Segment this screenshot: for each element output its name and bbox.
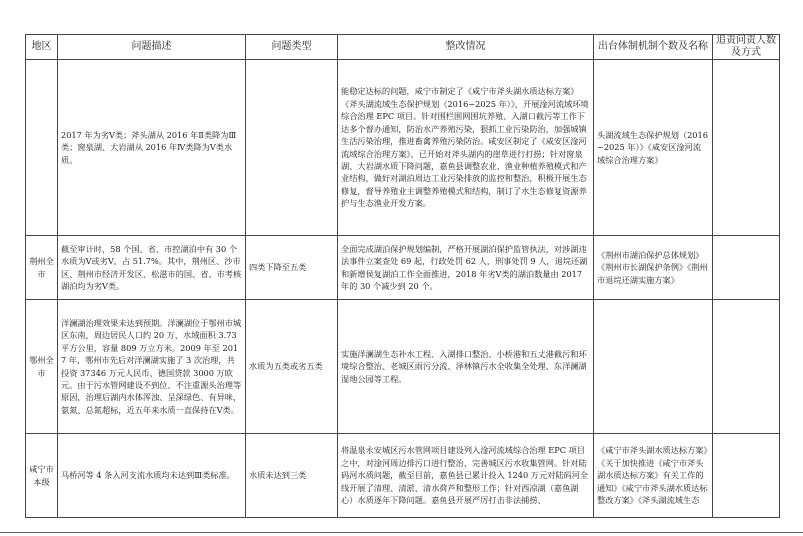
header-mechanisms: 出台体制机制个数及名称 (594, 35, 713, 60)
cell-description: 洋澜湖治理效果未达到预期。洋澜湖位于鄂州市城区东南，周边居民人口约 20 万，水域面积 3.73 平方公里，容量 809 万立方米。2009 年至 2017 年，鄂州市先后对洋澜湖实施了 3 次治理，共投资 37346 万元人民币、德国贷款 3000 万欧元。由于污水管网建设不到位、不注重源头治理等原因，治理后湖内水体浑浊、呈深绿色、有异味，氨氮、总氮超标，近五年来水质一直保持在Ⅴ类。 (58, 300, 246, 434)
cell-type (246, 60, 338, 236)
cell-description: 马桥河等 4 条入河支流水质均未达到Ⅲ类标准。 (58, 434, 246, 518)
table-row (26, 60, 780, 236)
cell-description: 2017 年为劣Ⅴ类；斧头湖从 2016 年Ⅱ类降为Ⅲ类；窗泉湖、大岩湖从 2016 年Ⅳ类降为Ⅴ类水质。 (58, 60, 246, 236)
header-description: 问题描述 (58, 35, 246, 60)
cell-accountability (713, 300, 780, 434)
cell-mechanisms: 《荆州市湖泊保护总体规划》《荆州市长湖保护条例》《荆州市退垸还湖实施方案》 (594, 236, 713, 300)
cell-mechanisms (594, 300, 713, 434)
table-row (26, 434, 780, 518)
cell-type: 水质为五类或劣五类 (246, 300, 338, 434)
cell-rectification: 全面完成湖泊保护规划编制，严格开展湖泊保护监管执法，对涉湖违法事件立案查处 69 起，行政处罚 62 人，刑事处罚 9 人，退垸还湖和新增侯复湖泊工作全面推进，2018 年劣Ⅴ类的湖泊数量由 2017 年的 30 个减少到 20 个。 (338, 236, 594, 300)
cell-rectification: 能稳定达标的问题，咸宁市制定了《咸宁市斧头湖水质达标方案》《斧头湖流域生态保护规划（2016−2025 年）》，开展淦河流域环境综合治理 EPC 项目。针对围栏围网围坑养殖、入湖口截污等工作下达多个督办通知，防治水产养殖污染，狠抓工业污染防治，加强城镇生活污染治理，推进畜禽养殖污染防治。咸安区制定了《咸安区淦河流域综合治理方案》，已开始对斧头湖内的崖草进行打捞；针对窗泉湖、大岩湖水质下降问题，嘉鱼县调整农业、渔业种植养殖模式和产业结构，做好对湖泊周边工业污染排放的监控和整治，积极开展生态修复，督导养殖业主调整养殖模式和结构，制订了水生态修复资源养护与生态渔业开发方案。 (338, 60, 594, 236)
rectification-table (25, 34, 780, 518)
cell-region: 荆州全市 (26, 236, 58, 300)
cell-type: 四类下降至五类 (246, 236, 338, 300)
cell-accountability (713, 236, 780, 300)
header-region: 地区 (26, 35, 58, 60)
cell-region (26, 60, 58, 236)
cell-mechanisms: 《咸宁市斧头湖水质达标方案》《关于加快推进《咸宁市斧头湖水质达标方案》有关工作的通知》《咸宁市斧头湖水质达标整改方案》《斧头湖流域生态 (594, 434, 713, 518)
cell-mechanisms: 头湖流域生态保护规划（2016−2025 年）》《咸安区淦河流域综合治理方案》 (594, 60, 713, 236)
cell-region: 鄂州全市 (26, 300, 58, 434)
header-accountability: 追责问责人数及方式 (713, 35, 780, 60)
cell-description: 截至审计时，58 个国、省、市控湖泊中有 30 个水质为Ⅴ或劣Ⅴ，占 51.7%。其中，荆州区、沙市区、荆州市经济开发区、松滋市的国、省、市考核湖泊均为劣Ⅴ类。 (58, 236, 246, 300)
cell-region: 咸宁市本级 (26, 434, 58, 518)
table-header-row (26, 35, 780, 60)
table-row (26, 300, 780, 434)
cell-rectification: 将温泉永安城区污水管网项目建设列入淦河流域综合治理 EPC 项目之中，对淦河周边排污口进行整治，完善城区污水收集管网。针对陆码河水质问题，截至目前，嘉鱼县已累计投入 1240 万元对陆码河全线开展了清理、清淤、清水荷芦和整形工作；针对西凉湖（嘉鱼湖心）水质逐年下降问题。嘉鱼县开展严厉打击非法捕捞、 (338, 434, 594, 518)
cell-accountability (713, 434, 780, 518)
page-bottom-rule (0, 532, 803, 533)
header-type: 问题类型 (246, 35, 338, 60)
table-row (26, 236, 780, 300)
cell-accountability (713, 60, 780, 236)
cell-type: 水质未达到三类 (246, 434, 338, 518)
header-rectification: 整改情况 (338, 35, 594, 60)
cell-rectification: 实施洋澜湖生态补水工程、入湖排口整治、小桥港和五丈港截污和环境综合整治、老城区雨污分流、泽林镇污水全收集全处理、东洋澜湖湿地公园等工程。 (338, 300, 594, 434)
